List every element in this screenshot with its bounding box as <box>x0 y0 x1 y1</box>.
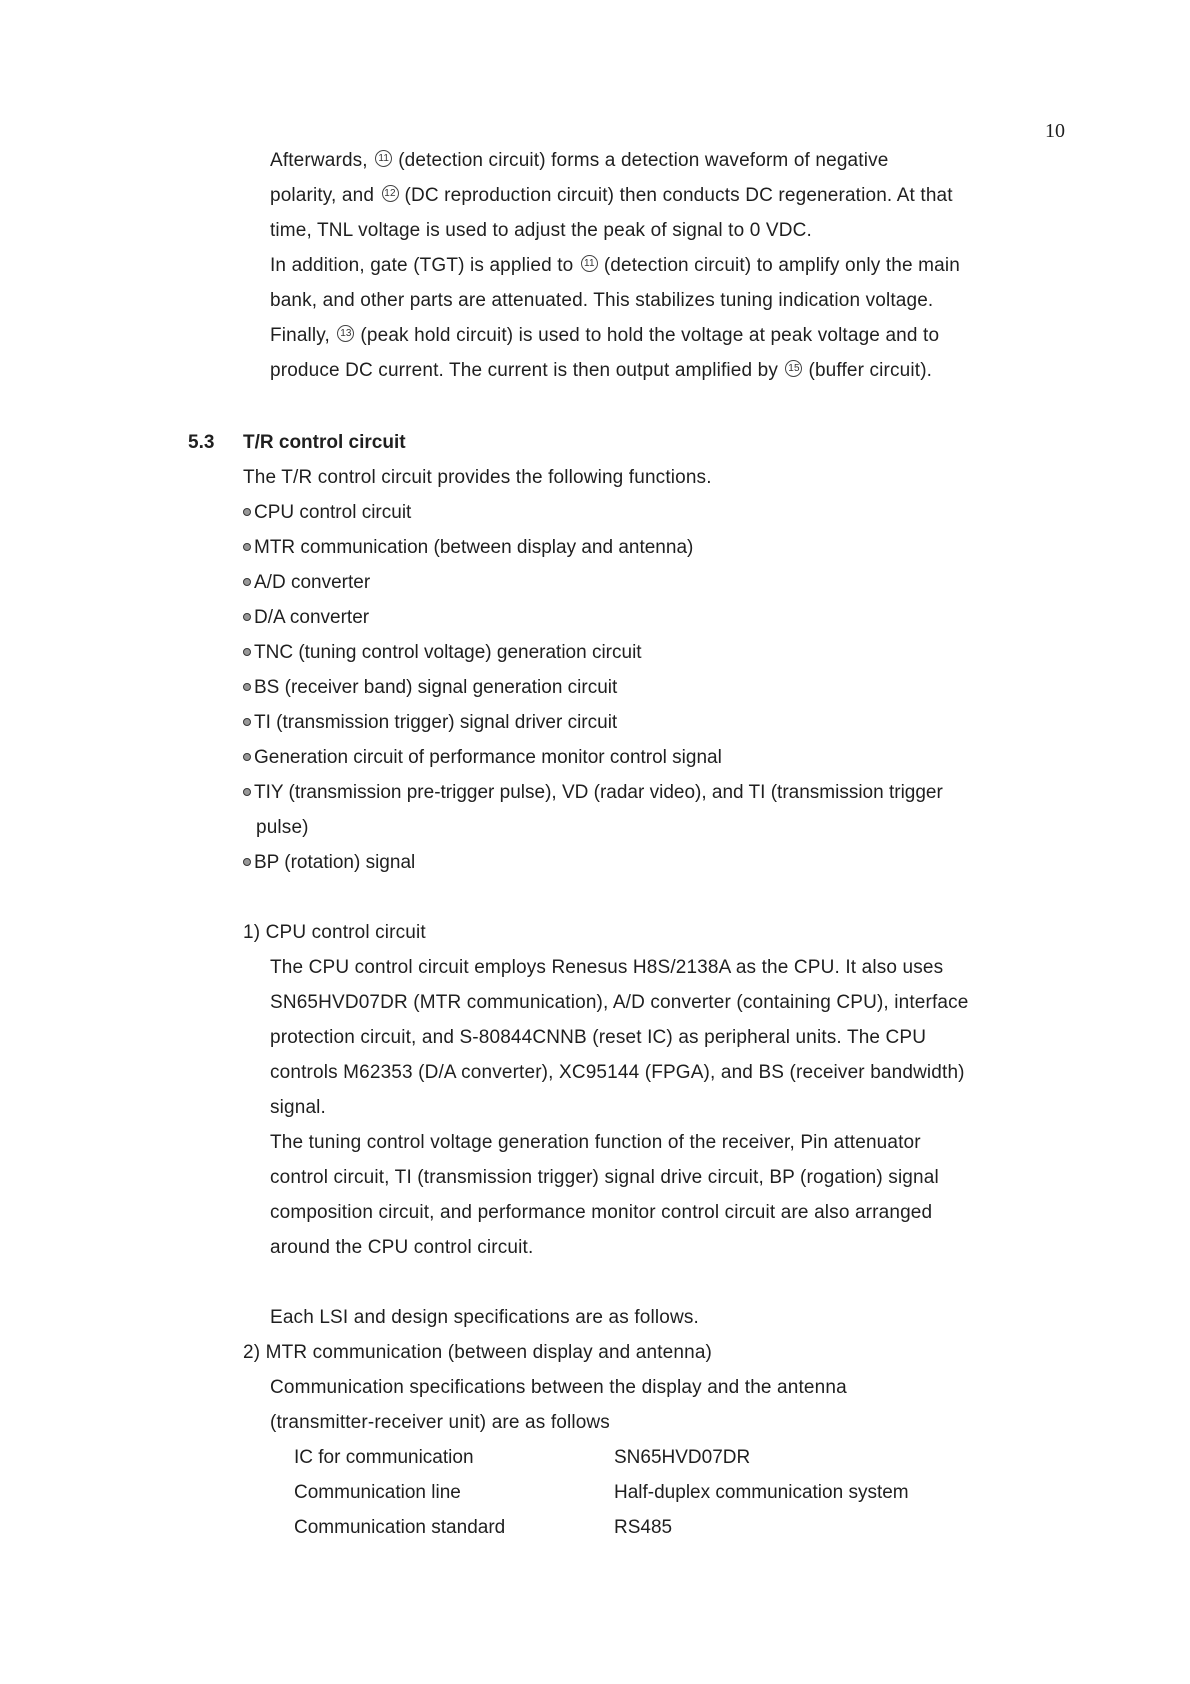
paragraph-line <box>270 150 888 172</box>
list-item <box>243 712 617 734</box>
paragraph-line <box>270 185 953 207</box>
paragraph-line: The tuning control voltage generation function of the receiver, Pin attenuator <box>270 1132 921 1153</box>
list-item-text: BP (rotation) signal <box>254 852 416 873</box>
list-item <box>243 607 369 629</box>
list-item <box>243 642 642 664</box>
list-item <box>243 537 693 559</box>
paragraph-line: time, TNL voltage is used to adjust the peak of signal to 0 VDC. <box>270 220 812 241</box>
subsection-heading: 1) CPU control circuit <box>243 922 426 943</box>
text-fragment: In addition, gate (TGT) is applied to <box>270 255 574 276</box>
circled-number-icon: 11 <box>581 255 598 272</box>
spec-label: Communication standard <box>294 1517 506 1538</box>
bullet-icon <box>243 508 251 516</box>
list-item-text: TNC (tuning control voltage) generation circuit <box>254 642 642 663</box>
list-item-text: BS (receiver band) signal generation circuit <box>254 677 618 698</box>
list-item <box>243 677 617 699</box>
bullet-icon <box>243 858 251 866</box>
section-number: 5.3 <box>188 432 215 453</box>
paragraph-line: Communication specifications between the display and the antenna <box>270 1377 847 1398</box>
paragraph-line: controls M62353 (D/A converter), XC95144 (FPGA), and BS (receiver bandwidth) <box>270 1062 965 1083</box>
circled-number-icon: 13 <box>337 325 354 342</box>
paragraph-line: bank, and other parts are attenuated. This stabilizes tuning indication voltage. <box>270 290 934 311</box>
circled-number-icon: 12 <box>382 185 399 202</box>
list-item-text: A/D converter <box>254 572 371 593</box>
bullet-icon <box>243 543 251 551</box>
text-fragment: Afterwards, <box>270 150 368 171</box>
text-fragment: (buffer circuit). <box>808 360 933 381</box>
paragraph-line <box>270 360 932 382</box>
spec-label: IC for communication <box>294 1447 474 1468</box>
paragraph-line: signal. <box>270 1097 326 1118</box>
spec-value: SN65HVD07DR <box>614 1447 751 1468</box>
section-title: T/R control circuit <box>243 432 406 453</box>
bullet-icon <box>243 753 251 761</box>
list-item <box>243 782 943 804</box>
bullet-icon <box>243 578 251 586</box>
circled-number-icon: 15 <box>785 360 802 377</box>
text-fragment: (DC reproduction circuit) then conducts DC regeneration. At that <box>404 185 953 206</box>
list-item <box>243 502 411 524</box>
paragraph-line: composition circuit, and performance monitor control circuit are also arranged <box>270 1202 933 1223</box>
bullet-icon <box>243 683 251 691</box>
bullet-icon <box>243 788 251 796</box>
circled-number-icon: 11 <box>375 150 392 167</box>
list-item <box>243 852 415 874</box>
text-fragment: polarity, and <box>270 185 375 206</box>
paragraph-line: SN65HVD07DR (MTR communication), A/D converter (containing CPU), interface <box>270 992 969 1013</box>
text-fragment: (detection circuit) to amplify only the main <box>603 255 960 276</box>
paragraph-line <box>270 255 960 277</box>
list-item <box>243 572 370 594</box>
list-item-continuation: pulse) <box>256 817 309 838</box>
list-item-text: CPU control circuit <box>254 502 412 523</box>
spec-value: RS485 <box>614 1517 673 1538</box>
section-intro: The T/R control circuit provides the following functions. <box>243 467 712 488</box>
list-item-text: TI (transmission trigger) signal driver circuit <box>254 712 618 733</box>
bullet-icon <box>243 613 251 621</box>
bullet-icon <box>243 718 251 726</box>
list-item-text: MTR communication (between display and antenna) <box>254 537 694 558</box>
paragraph-line <box>270 325 939 347</box>
text-fragment: (peak hold circuit) is used to hold the voltage at peak voltage and to <box>360 325 940 346</box>
paragraph-line: (transmitter-receiver unit) are as follows <box>270 1412 610 1433</box>
list-item-text: D/A converter <box>254 607 370 628</box>
paragraph-line: protection circuit, and S-80844CNNB (reset IC) as peripheral units. The CPU <box>270 1027 927 1048</box>
subsection-heading: 2) MTR communication (between display and antenna) <box>243 1342 713 1363</box>
bullet-icon <box>243 648 251 656</box>
text-fragment: produce DC current. The current is then output amplified by <box>270 360 779 381</box>
paragraph-line: control circuit, TI (transmission trigger) signal drive circuit, BP (rogation) signal <box>270 1167 939 1188</box>
paragraph-line: around the CPU control circuit. <box>270 1237 534 1258</box>
list-item-text: Generation circuit of performance monitor control signal <box>254 747 722 768</box>
paragraph-line: Each LSI and design specifications are as follows. <box>270 1307 699 1328</box>
paragraph-line: The CPU control circuit employs Renesus H8S/2138A as the CPU. It also uses <box>270 957 944 978</box>
spec-label: Communication line <box>294 1482 461 1503</box>
list-item <box>243 747 722 769</box>
spec-value: Half-duplex communication system <box>614 1482 909 1503</box>
text-fragment: (detection circuit) forms a detection waveform of negative <box>398 150 889 171</box>
page-number: 10 <box>1045 120 1065 142</box>
list-item-text: TIY (transmission pre-trigger pulse), VD (radar video), and TI (transmission trigger <box>254 782 943 803</box>
text-fragment: Finally, <box>270 325 330 346</box>
